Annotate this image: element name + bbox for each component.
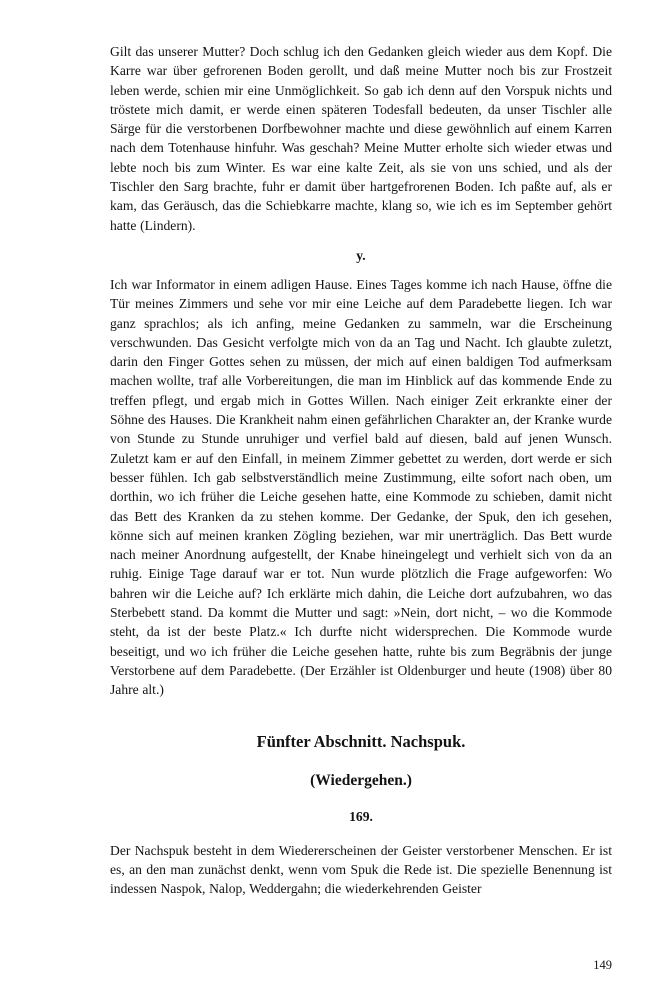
section-marker: y. [356, 247, 366, 263]
paragraph-informator: Ich war Informator in einem adligen Hause. Eines Tages komme ich nach Hause, öffne die Tür meines Zimmers und sehe vor mir eine Leiche auf dem Paradebette liegen. Ich war ganz sprachlos; als ich anfing, meine Gedanken zu sammeln, war die Erscheinung verschwunden. Das Gesicht verfolgte mich von da an Tag und Nacht. Ich glaubte zuletzt, darin den Finger Gottes sehen zu müssen, der mich auf einen baldigen Tod aufmerksam machen wollte, traf alle Vorbereitungen, die man im Hinblick auf das kommende Ende zu treffen pflegt, und ergab mich in Gottes Willen. Nach einiger Zeit erkrankte einer der Söhne des Hauses. Die Krankheit nahm einen gefährlichen Charakter an, der Kranke wurde von Stunde zu Stunde unruhiger und verfiel bald auf diesen, bald auf jenen Wunsch. Zuletzt kam er auf den Einfall, in meinem Zimmer gebettet zu werden, dort werde er sich besser fühlen. Ich gab selbstverständlich meine Zustimmung, eilte sofort nach oben, um dorthin, wo ich früher die Leiche gesehen hatte, eine Kommode zu schieben, damit nicht das Bett des Kranken da zu stehen komme. Der Gedanke, der Spuk, den ich gesehen, könne sich auf meinen kranken Zögling beziehen, war mir unerträglich. Das Bett wurde nach meiner Anordnung aufgestellt, der Knabe hineingelegt und verhielt sich von da an ruhig. Einige Tage darauf war er tot. Nun wurde plötzlich die Frage aufgeworfen: Wo bahren wir die Leiche auf? Ich erklärte mich dahin, die Leiche dort aufzubahren, wo das Sterbebett stand. Da kommt die Mutter und sagt: »Nein, dort nicht, – wo die Kommode steht, da ist der beste Platz.« Ich durfte nicht widersprechen. Die Kommode wurde beseitigt, und wo ich früher die Leiche gesehen hatte, ruhte bis zum Begräbnis der junge Verstorbene auf dem Paradebette. (Der Erzähler ist Oldenburger und heute (1908) über 80 Jahre alt.) [110, 276, 612, 698]
paragraph-vorspuk: Gilt das unserer Mutter? Doch schlug ich den Gedanken gleich wieder aus dem Kopf. Die Karre war über gefrorenen Boden gerollt, und daß meine Mutter noch bis zur Frostzeit leben werde, schien mir eine Unmöglichkeit. So gab ich denn auf den Vorspuk nichts und tröstete mich damit, er werde einen späteren Todesfall bedeuten, da unser Tischler alle Särge für die verstorbenen Dorfbewohner machte und diese gewöhnlich auf einem Karren nach dem Totenhause hinfuhr. Was geschah? Meine Mutter erholte sich wieder etwas und lebte noch bis zum Winter. Es war eine kalte Zeit, als sie von uns schied, und als der Tischler den Sarg brachte, fuhr er damit über hartgefrorenen Boden. Ich paßte auf, als er kam, das Geräusch, das die Schiebkarre machte, klang so, wie ich es im September gehört hatte (Lindern). [110, 44, 612, 233]
paragraph-nachspuk: Der Nachspuk besteht in dem Wiedererscheinen der Geister verstorbener Menschen. Er ist es, an den man zunächst denkt, wenn vom Spuk die Rede ist. Die spezielle Benennung ist indessen Naspok, Nalop, Weddergahn; die wiederkehrenden Geister [110, 842, 612, 897]
section-number: 169. [349, 808, 373, 824]
page-number: 149 [593, 958, 612, 972]
chapter-heading: Fünfter Abschnitt. Nachspuk. [256, 731, 466, 751]
chapter-subheading: (Wiedergehen.) [310, 771, 412, 789]
